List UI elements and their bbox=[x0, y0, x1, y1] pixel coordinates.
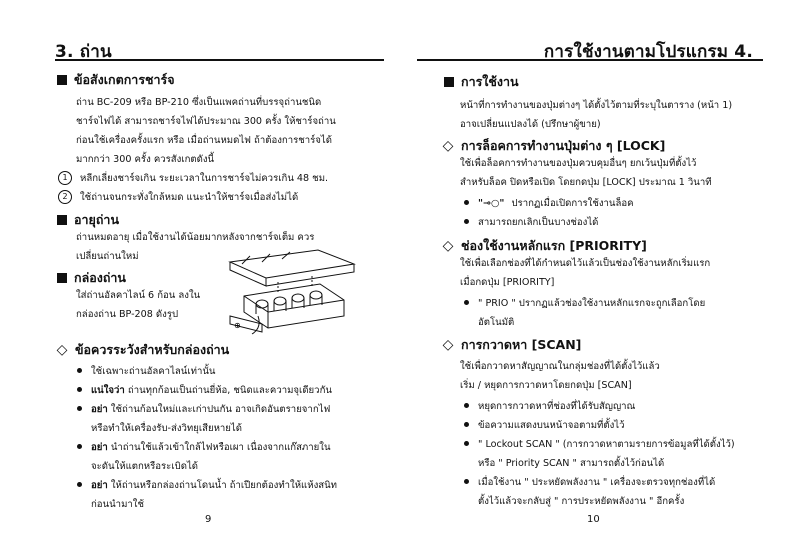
bullet-dot-icon bbox=[464, 219, 469, 224]
bullet-dot-icon bbox=[464, 300, 469, 305]
section-priority bbox=[441, 236, 647, 256]
circled-number-icon: 1 bbox=[58, 171, 72, 185]
chapter-header: การใช้งานตามโปรแกรม 4. bbox=[543, 42, 753, 62]
paragraph-line: อาจเปลี่ยนแปลงได้ (ปรึกษาผู้ขาย) bbox=[460, 119, 601, 130]
section-charging-notes bbox=[57, 70, 175, 90]
chapter-header: 3. ถ่าน bbox=[55, 42, 112, 62]
paragraph-line: ใช้เพื่อล็อคการทำงานของปุ่มควบคุมอื่นๆ ยกเว้นปุ่มที่ตั้งไว้ bbox=[460, 158, 697, 169]
bullet-dot-icon bbox=[464, 200, 469, 205]
numbered-item: 1 หลีกเลี่ยงชาร์จเกิน ระยะเวลาในการชาร์จไม่ควรเกิน 48 ชม. bbox=[58, 169, 328, 188]
paragraph-line: มากกว่า 300 ครั้ง ควรสังเกตดังนี้ bbox=[76, 154, 215, 165]
bullet-item: สามารถยกเลิกเป็นบางช่องได้ bbox=[464, 213, 598, 232]
svg-text:⊕: ⊕ bbox=[234, 321, 241, 330]
bullet-continuation: หรือ " Priority SCAN " สามารถตั้งไว้ก่อนได้ bbox=[478, 458, 665, 469]
square-bullet-icon bbox=[444, 77, 454, 87]
header-rule bbox=[417, 59, 763, 61]
bullet-item: เมื่อใช้งาน " ประหยัดพลังงาน " เครื่องจะตรวจทุกช่องที่ได้ bbox=[464, 473, 715, 492]
section-scan bbox=[441, 335, 581, 355]
paragraph-line: ก่อนใช้เครื่องครั้งแรก หรือ เมื่อถ่านหมดไฟ ถ้าต้องการชาร์จได้ bbox=[76, 135, 332, 146]
square-bullet-icon bbox=[57, 273, 67, 283]
bullet-dot-icon bbox=[77, 482, 82, 487]
square-bullet-icon bbox=[57, 75, 67, 85]
paragraph-line: ชาร์จไฟได้ สามารถชาร์จไฟได้ประมาณ 300 ครั้ง ให้ชาร์จถ่าน bbox=[76, 116, 336, 127]
section-title: อายุถ่าน bbox=[74, 212, 119, 227]
bullet-continuation: ก่อนนำมาใช้ bbox=[91, 499, 144, 510]
bullet-item: ใช้เฉพาะถ่านอัลคาไลน์เท่านั้น bbox=[77, 362, 215, 381]
paragraph-line: ใช้เพื่อกวาดหาสัญญาณในกลุ่มช่องที่ได้ตั้งไว้แล้ว bbox=[460, 361, 660, 372]
diamond-icon: ◇ bbox=[442, 238, 454, 254]
section-title: กล่องถ่าน bbox=[74, 270, 126, 285]
bullet-item: อย่า ใช้ถ่านก้อนใหม่และเก่าปนกัน อาจเกิดอันตรายจากไฟ bbox=[77, 400, 330, 419]
diamond-icon: ◇ bbox=[56, 342, 68, 358]
section-title: ช่องใช้งานหลักแรก [PRIORITY] bbox=[461, 238, 647, 253]
section-battery-case bbox=[57, 268, 126, 288]
bullet-dot-icon bbox=[77, 368, 82, 373]
section-title: การใช้งาน bbox=[461, 74, 519, 89]
paragraph-line: ใช้เพื่อเลือกช่องที่ได้กำหนดไว้แล้วเป็นช่องใช้งานหลักเริ่มแรก bbox=[460, 258, 711, 269]
diamond-icon: ◇ bbox=[442, 138, 454, 154]
paragraph-line: ถ่านหมดอายุ เมื่อใช้งานได้น้อยมากหลังจากชาร์จเต็ม ควร bbox=[76, 232, 315, 243]
bullet-dot-icon bbox=[464, 403, 469, 408]
paragraph-line: เปลี่ยนถ่านใหม่ bbox=[76, 251, 139, 262]
section-title: การล็อคการทำงานปุ่มต่าง ๆ [LOCK] bbox=[461, 138, 666, 153]
section-case-cautions bbox=[55, 340, 229, 360]
header-rule bbox=[55, 59, 384, 61]
page-number: 10 bbox=[587, 514, 600, 525]
paragraph-line: ใส่ถ่านอัลคาไลน์ 6 ก้อน ลงใน bbox=[76, 290, 201, 301]
bullet-dot-icon bbox=[464, 441, 469, 446]
bullet-dot-icon bbox=[77, 406, 82, 411]
bullet-item: แน่ใจว่า ถ่านทุกก้อนเป็นถ่านยี่ห้อ, ชนิดและความจุเดียวกัน bbox=[77, 381, 332, 400]
bullet-continuation: อัตโนมัติ bbox=[478, 317, 515, 328]
section-battery-life bbox=[57, 210, 119, 230]
bullet-continuation: ตั้งไว้แล้วจะกลับสู่ " การประหยัดพลังงาน " อีกครั้ง bbox=[478, 496, 685, 507]
bullet-item: ข้อความแสดงบนหน้าจอตามที่ตั้งไว้ bbox=[464, 416, 624, 435]
bullet-dot-icon bbox=[77, 444, 82, 449]
numbered-item: 2 ใช้ถ่านจนกระทั่งใกล้หมด แนะนำให้ชาร์จเมื่อส่งไม่ได้ bbox=[58, 188, 298, 207]
section-title: ข้อสังเกตการชาร์จ bbox=[74, 72, 175, 87]
lock-icon: "⊸○" bbox=[478, 198, 505, 209]
section-title: การกวาดหา [SCAN] bbox=[461, 337, 582, 352]
diamond-icon: ◇ bbox=[442, 337, 454, 353]
paragraph-line: เริ่ม / หยุดการกวาดหาโดยกดปุ่ม [SCAN] bbox=[460, 380, 632, 391]
bullet-item: " PRIO " ปรากฏแล้วช่องใช้งานหลักแรกจะถูกเลือกโดย bbox=[464, 294, 705, 313]
battery-case-illustration bbox=[222, 246, 362, 336]
bullet-continuation: หรือทำให้เครื่องรับ-ส่งวิทยุเสียหายได้ bbox=[91, 423, 242, 434]
section-operation bbox=[444, 72, 519, 92]
bullet-item: อย่า ให้ถ่านหรือกล่องถ่านโดนน้ำ ถ้าเปียกต้องทำให้แห้งสนิท bbox=[77, 476, 337, 495]
section-title: ข้อควรระวังสำหรับกล่องถ่าน bbox=[75, 342, 230, 357]
bullet-continuation: จะดันให้แตกหรือระเบิดได้ bbox=[91, 461, 198, 472]
paragraph-line: ถ่าน BC-209 หรือ BP-210 ซึ่งเป็นแพคถ่านที่บรรจุถ่านชนิด bbox=[76, 97, 322, 108]
paragraph-line: เมื่อกดปุ่ม [PRIORITY] bbox=[460, 277, 555, 288]
bullet-item: อย่า นำถ่านใช้แล้วเข้าใกล้ไฟหรือเผา เนื่องจากแก๊สภายใน bbox=[77, 438, 331, 457]
left-page bbox=[0, 0, 396, 559]
bullet-dot-icon bbox=[77, 387, 82, 392]
right-page bbox=[397, 0, 793, 559]
section-lock bbox=[441, 136, 665, 156]
page-number: 9 bbox=[205, 514, 212, 525]
bullet-item: หยุดการกวาดหาที่ช่องที่ได้รับสัญญาณ bbox=[464, 397, 635, 416]
bullet-item: " Lockout SCAN " (การกวาดหาตามรายการข้อมูลที่ได้ตั้งไว้) bbox=[464, 435, 735, 454]
square-bullet-icon bbox=[57, 215, 67, 225]
paragraph-line: หน้าที่การทำงานของปุ่มต่างๆ ได้ตั้งไว้ตามที่ระบุในตาราง (หน้า 1) bbox=[460, 100, 733, 111]
paragraph-line: สำหรับล็อค ปิดหรือเปิด โดยกดปุ่ม [LOCK] ประมาณ 1 วินาที bbox=[460, 177, 712, 188]
bullet-dot-icon bbox=[464, 479, 469, 484]
paragraph-line: กล่องถ่าน BP-208 ดังรูป bbox=[76, 309, 179, 320]
bullet-dot-icon bbox=[464, 422, 469, 427]
circled-number-icon: 2 bbox=[58, 190, 72, 204]
bullet-item: "⊸○" ปรากฏเมื่อเปิดการใช้งานล็อค bbox=[464, 194, 634, 213]
